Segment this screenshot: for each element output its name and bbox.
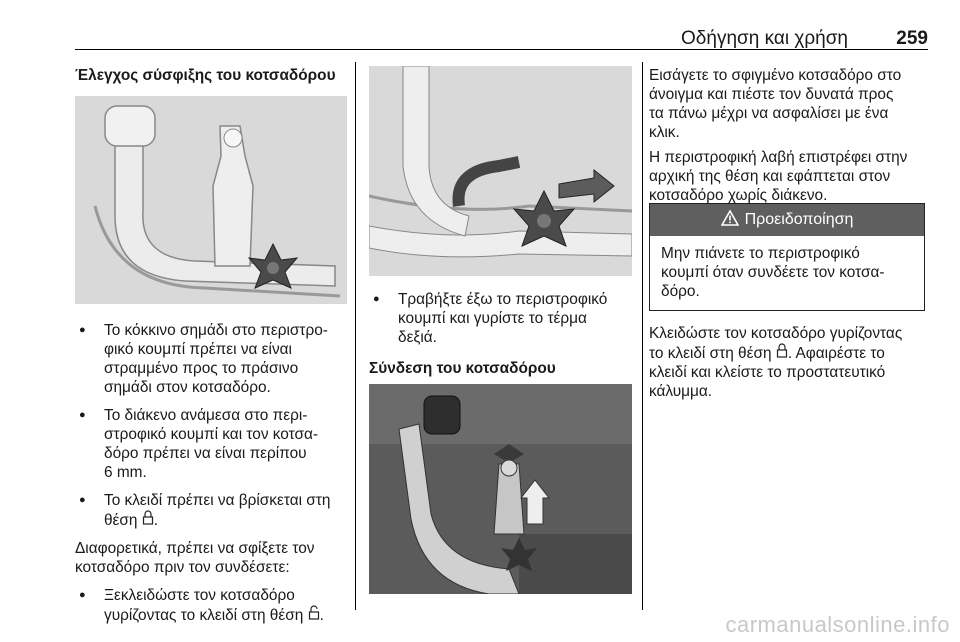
watermark: carmanualsonline.info (725, 612, 950, 637)
padlock-open-icon (308, 605, 320, 625)
list-item: ● Το διάκενο ανάμεσα στο περι- στροφικό κουμπί και τον κοτσα- δόρο πρέπει να είναι περίπου 6 mm. (75, 406, 347, 482)
right-column-text (649, 66, 929, 205)
unlock-bullet-list (75, 586, 347, 625)
warning-triangle-icon (721, 210, 739, 231)
paragraph: Διαφορετικά, πρέπει να σφίξετε τον κοτσαδόρο πριν τον συνδέσετε: (75, 540, 315, 576)
page-header (75, 28, 928, 50)
tow-hitch-figure-3 (369, 384, 632, 594)
pull-knob-bullet-list (369, 290, 632, 347)
left-column-text (75, 321, 347, 625)
warning-text: Μην πιάνετε το περιστροφικό κουμπί όταν συνδέετε τον κοτσα- δόρο. (661, 245, 885, 300)
list-item: ● Το κόκκινο σημάδι στο περιστρο- φικό κουμπί πρέπει να είναι στραμμένο προς το πράσινο σημάδι στον κοτσαδόρο. (75, 321, 347, 397)
column-divider (355, 62, 356, 610)
column-divider (642, 62, 643, 610)
tow-hitch-illustration (75, 96, 347, 304)
paragraph: Κλειδώστε τον κοτσαδόρο γυρίζοντας το κλειδί στη θέση . Αφαιρέστε το κλειδί και κλείστε το προστατευτικό κάλυμμα. (649, 325, 903, 400)
padlock-closed-icon (142, 510, 154, 530)
right-column-text-lower (649, 324, 929, 401)
middle-heading: Σύνδεση του κοτσαδόρου (369, 360, 556, 377)
tow-hitch-figure-1 (75, 96, 347, 304)
list-item: ● Τραβήξτε έξω το περιστροφικό κουμπί και γυρίστε το τέρμα δεξιά. (369, 290, 632, 347)
padlock-closed-icon (776, 343, 788, 363)
paragraph: Η περιστροφική λαβή επιστρέφει στην αρχική της θέση και εφάπτεται στον κοτσαδόρο χωρίς διάκενο. (649, 149, 908, 204)
warning-header (650, 204, 924, 236)
warning-box (649, 203, 925, 311)
left-column (75, 66, 347, 85)
hitch-insertion-illustration (369, 384, 632, 594)
section-title: Οδήγηση και χρήση (681, 28, 848, 49)
paragraph: Εισάγετε το σφιγμένο κοτσαδόρο στο άνοιγμα και πιέστε τον δυνατά προς τα πάνω μέχρι να ασφαλίσει με ένα κλικ. (649, 67, 902, 141)
page-number: 259 (896, 28, 928, 49)
check-bullet-list (75, 321, 347, 530)
warning-title: Προειδοποίηση (744, 211, 854, 228)
knob-pull-illustration (369, 66, 632, 276)
header-rule (75, 49, 928, 50)
tow-hitch-figure-2 (369, 66, 632, 276)
left-heading: Έλεγχος σύσφιξης του κοτσαδόρου (75, 67, 336, 84)
list-item: ● Το κλειδί πρέπει να βρίσκεται στη θέση . (75, 491, 347, 530)
middle-column-text (369, 290, 632, 378)
list-item: ● Ξεκλειδώστε τον κοτσαδόρο γυρίζοντας το κλειδί στη θέση . (75, 586, 347, 625)
